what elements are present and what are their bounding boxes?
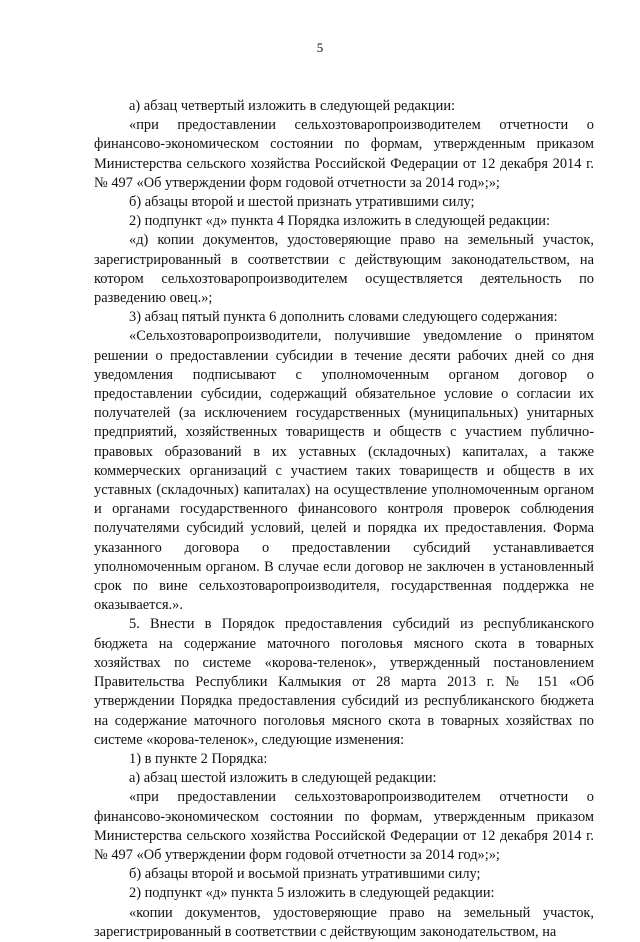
paragraph: 2) подпункт «д» пункта 4 Порядка изложить в следующей редакции: [129,213,550,230]
paragraph: б) абзацы второй и шестой признать утратившими силу; [129,194,475,211]
paragraph: «при предоставлении сельхозтоваропроизводителем отчетности о финансово-экономическом состоянии по формам, утвержденным приказом Министерства сельского хозяйства Российской Федерации от 12 декабря 2014 г. № 497 «Об утверждении форм годовой отчетности за 2014 год»;»; [94,117,594,191]
paragraph: 1) в пункте 2 Порядка: [129,750,268,767]
paragraph: «при предоставлении сельхозтоваропроизводителем отчетности о финансово-экономическом состоянии по формам, утвержденным приказом Министерства сельского хозяйства Российской Федерации от 12 декабря 2014 г. № 497 «Об утверждении форм годовой отчетности за 2014 год»;»; [94,789,594,863]
document-body [94,97,594,942]
paragraph: а) абзац шестой изложить в следующей редакции: [129,770,437,787]
paragraph: «д) копии документов, удостоверяющие право на земельный участок, зарегистрированный в соответствии с действующим законодательством, на котором сельхозтоваропроизводителем осуществляется деятельность по разведению овец.»; [94,232,594,307]
paragraph: «копии документов, удостоверяющие право на земельный участок, зарегистрированный в соответствии с действующим законодательством, на [94,904,594,940]
paragraph: «Сельхозтоваропроизводители, получившие уведомление о принятом решении о предоставлении субсидии в течение десяти рабочих дней со дня уведомления подписывают с уполномоченным органом договор о предоставлении субсидии, содержащий обязательное условие о согласии их получателей (за исключением государственных (муниципальных) унитарных предприятий, хозяйственных товариществ и обществ с участием публично-правовых образований в их уставных (складочных) капиталах, а также коммерческих организаций с участием таких товариществ и обществ в их уставных (складочных) капиталах) на осуществление уполномоченным органом и органами государственного финансового контроля проверок соблюдения получателями субсидий условий, целей и порядка их предоставления. Форма указанного договора о предоставлении субсидий устанавливается уполномоченным органом. В случае если договор не заключен в установленный срок по вине сельхозтоваропроизводителя, государственная поддержка не оказывается.». [94,328,594,614]
paragraph: а) абзац четвертый изложить в следующей редакции: [129,98,456,114]
paragraph: 5. Внести в Порядок предоставления субсидий из республиканского бюджета на содержание маточного поголовья мясного скота в товарных хозяйствах по системе «корова-теленок», утвержденный постановлением Правительства Республики Калмыкия от 28 марта 2013 г. № 151 «Об утверждении Порядка предоставления субсидий из республиканского бюджета на содержание маточного поголовья мясного скота в товарных хозяйствах по системе «корова-теленок», следующие изменения: [94,616,594,748]
paragraph: 2) подпункт «д» пункта 5 изложить в следующей редакции: [129,885,495,902]
paragraph: 3) абзац пятый пункта 6 дополнить словами следующего содержания: [129,309,558,326]
paragraph: б) абзацы второй и восьмой признать утратившими силу; [129,866,481,883]
page-number: 5 [316,40,324,55]
